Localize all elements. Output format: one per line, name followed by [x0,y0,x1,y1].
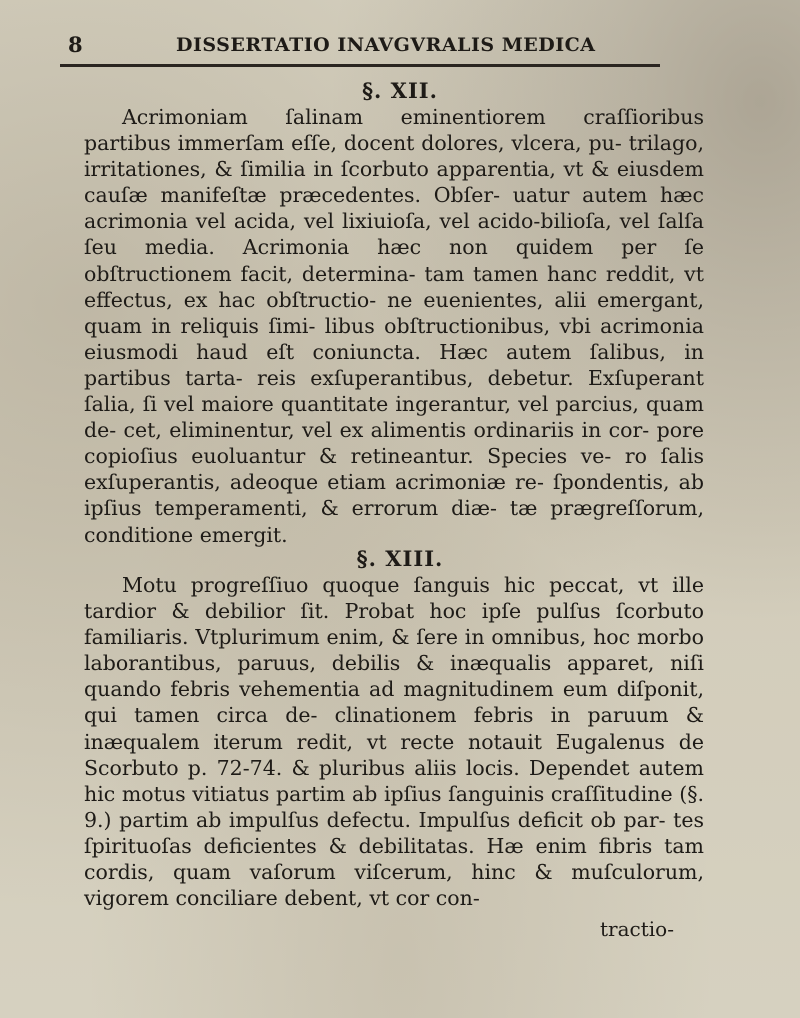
section-xiii-text: Motu progreſſiuo quoque ſanguis hic peccat, vt ille tardior & debilior ſit. Probat hoc ipſe pulſus ſcorbuto familiaris. Vtplurimum enim, & ſere in omnibus, hoc morbo laborantibus, paruus, debilis & inæqualis apparet, niſi quando febris vehementia ad magnitudinem eum diſponit, qui tamen circa de- clinationem febris in paruum & inæqualem iterum redit, vt recte notauit Eugalenus de Scorbuto p. 72-74. & pluribus aliis locis. Dependet autem hic motus vitiatus partim ab ipſius ſanguinis craſſitudine (§. 9.) partim ab impulſus defectu. Impulſus deficit ob par- tes ſpirituoſas deficientes & debilitatas. Hæ enim fibris tam cordis, quam vaſorum viſcerum, hinc & muſculorum, vigorem conciliare debent, vt cor con- [84,573,704,911]
page-number: 8 [68,32,83,57]
running-head: DISSERTATIO INAVGVRALIS MEDICA [176,34,596,56]
section-heading-xii: §. XII. [362,78,438,103]
section-xii-text: Acrimoniam ſalinam eminentiorem craſſioribus partibus immerſam eſſe, docent dolores, vlcera, pu- trilago, irritationes, & ſimilia in ſcorbuto apparentia, vt & eiusdem cauſæ manifeſtæ præcedentes. Obſer- uatur autem hæc acrimonia vel acida, vel lixiuioſa, vel acido-bilioſa, vel ſalſa ſeu media. Acrimonia hæc non quidem per ſe obſtructionem facit, determina- tam tamen hanc reddit, vt effectus, ex hac obſtructio- ne euenientes, alii emergant, quam in reliquis ſimi- libus obſtructionibus, vbi acrimonia eiusmodi haud eſt coniuncta. Hæc autem ſalibus, in partibus tarta- reis exſuperantibus, debetur. Exſuperant ſalia, ſi vel maiore quantitate ingerantur, vel parcius, quam de- cet, eliminentur, vel ex alimentis ordinariis in cor- pore copioſius euoluantur & retineantur. Species ve- ro ſalis exſuperantis, adeoque etiam acrimoniæ re- ſpondentis, ab ipſius temperamenti, & errorum diæ- tæ prægreſſorum, conditione emergit. [84,105,704,547]
catchword: tractio- [600,917,674,941]
section-heading-xiii: §. XIII. [356,546,444,571]
header-rule [60,64,660,67]
page-header [60,28,740,62]
